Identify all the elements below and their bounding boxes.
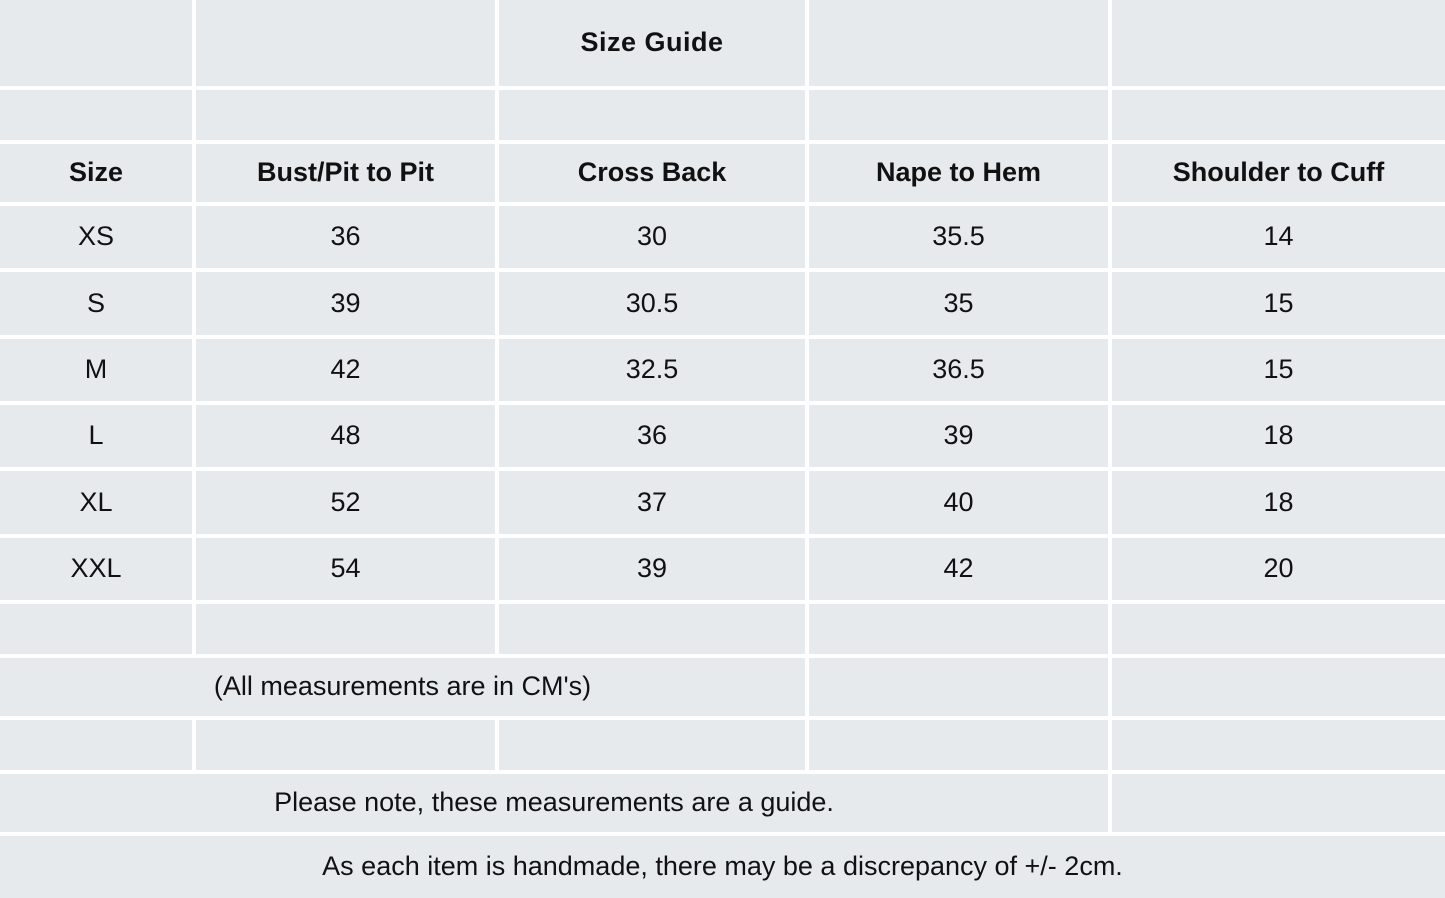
spacer-cell: [499, 604, 809, 658]
cell-cross-back: 30.5: [499, 272, 809, 338]
cell-shoulder-to-cuff: 15: [1112, 272, 1445, 338]
title-row-spacer-right: [809, 0, 1112, 90]
title-row-spacer-right2: [1112, 0, 1445, 90]
table-row: [0, 339, 1445, 405]
units-note-spacer2: [1112, 658, 1445, 720]
cell-shoulder-to-cuff: 15: [1112, 339, 1445, 405]
spacer-cell: [196, 720, 499, 774]
spacer-cell: [1112, 720, 1445, 774]
table-row: [0, 538, 1445, 604]
spacer-row-2: [0, 604, 1445, 658]
page-title: Size Guide: [499, 0, 809, 90]
spacer-row-3: [0, 720, 1445, 774]
table-row: [0, 206, 1445, 272]
units-note: (All measurements are in CM's): [0, 658, 809, 720]
cell-size: L: [0, 405, 196, 471]
cell-nape-to-hem: 36.5: [809, 339, 1112, 405]
column-header-nape-to-hem: Nape to Hem: [809, 144, 1112, 206]
guide-note-row: [0, 774, 1445, 836]
spacer-cell: [809, 720, 1112, 774]
cell-size: M: [0, 339, 196, 405]
units-note-spacer: [809, 658, 1112, 720]
cell-cross-back: 32.5: [499, 339, 809, 405]
guide-note: Please note, these measurements are a guide.: [0, 774, 1112, 836]
title-row-spacer-left2: [196, 0, 499, 90]
cell-bust: 52: [196, 471, 499, 537]
spacer-cell: [809, 90, 1112, 144]
handmade-note-row: [0, 836, 1445, 898]
cell-bust: 39: [196, 272, 499, 338]
spacer-cell: [499, 90, 809, 144]
title-row: [0, 0, 1445, 90]
cell-size: S: [0, 272, 196, 338]
cell-size: XS: [0, 206, 196, 272]
title-row-spacer-left: [0, 0, 196, 90]
handmade-note: As each item is handmade, there may be a discrepancy of +/- 2cm.: [0, 836, 1445, 898]
cell-cross-back: 30: [499, 206, 809, 272]
spacer-cell: [196, 90, 499, 144]
cell-bust: 42: [196, 339, 499, 405]
cell-nape-to-hem: 35.5: [809, 206, 1112, 272]
spacer-cell: [0, 90, 196, 144]
spacer-cell: [0, 720, 196, 774]
units-note-row: [0, 658, 1445, 720]
table-row: [0, 405, 1445, 471]
spacer-cell: [0, 604, 196, 658]
cell-bust: 36: [196, 206, 499, 272]
spacer-cell: [809, 604, 1112, 658]
cell-shoulder-to-cuff: 18: [1112, 471, 1445, 537]
cell-shoulder-to-cuff: 18: [1112, 405, 1445, 471]
table-row: [0, 272, 1445, 338]
spacer-cell: [499, 720, 809, 774]
table-row: [0, 471, 1445, 537]
cell-bust: 54: [196, 538, 499, 604]
cell-size: XXL: [0, 538, 196, 604]
cell-shoulder-to-cuff: 20: [1112, 538, 1445, 604]
cell-cross-back: 36: [499, 405, 809, 471]
cell-nape-to-hem: 42: [809, 538, 1112, 604]
spacer-cell: [1112, 604, 1445, 658]
cell-nape-to-hem: 35: [809, 272, 1112, 338]
table-header-row: [0, 144, 1445, 206]
column-header-cross-back: Cross Back: [499, 144, 809, 206]
cell-nape-to-hem: 40: [809, 471, 1112, 537]
cell-cross-back: 37: [499, 471, 809, 537]
spacer-row-1: [0, 90, 1445, 144]
guide-note-spacer: [1112, 774, 1445, 836]
cell-nape-to-hem: 39: [809, 405, 1112, 471]
column-header-shoulder-to-cuff: Shoulder to Cuff: [1112, 144, 1445, 206]
spacer-cell: [1112, 90, 1445, 144]
spacer-cell: [196, 604, 499, 658]
column-header-bust: Bust/Pit to Pit: [196, 144, 499, 206]
cell-bust: 48: [196, 405, 499, 471]
cell-cross-back: 39: [499, 538, 809, 604]
cell-size: XL: [0, 471, 196, 537]
cell-shoulder-to-cuff: 14: [1112, 206, 1445, 272]
column-header-size: Size: [0, 144, 196, 206]
